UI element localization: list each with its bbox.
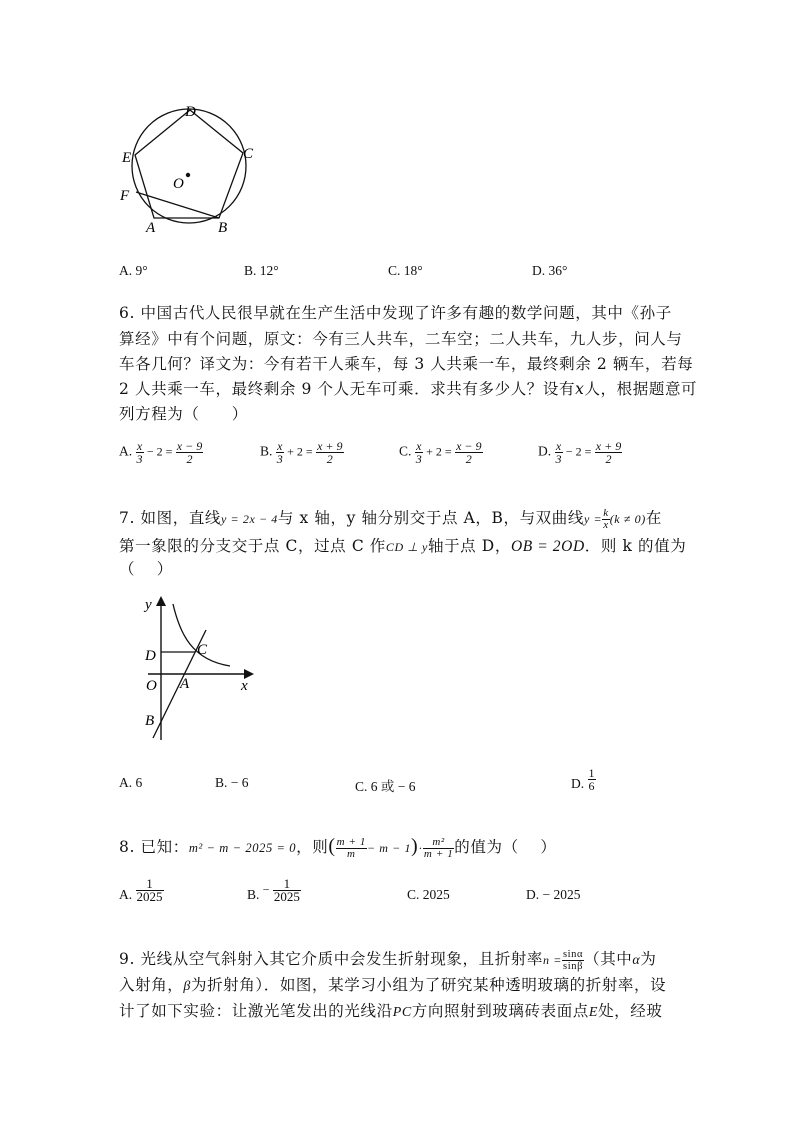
q8-option-a-label: A. [119, 887, 133, 902]
q5-option-d[interactable]: D. 36° [532, 263, 568, 278]
q6-var-x: x [575, 380, 585, 398]
q6-d-lhs-frac: $\frac{x}{3}$ [555, 439, 562, 466]
q9-line-3 [119, 999, 662, 1021]
q7-line-2b: 轴于点 D， [427, 537, 511, 555]
q6-option-b[interactable] [260, 440, 344, 465]
q8-line-a: 8. 已知： [119, 838, 189, 856]
q6-d-mid: − 2 = [565, 444, 592, 459]
circle [132, 109, 246, 223]
q6-line-1: 6. 中国古代人民很早就在生产生活中发现了许多有趣的数学问题，其中《孙子 [119, 304, 672, 322]
q7-ob-eq: OB = 2OD [510, 538, 585, 555]
q8-option-b[interactable] [247, 878, 301, 903]
q6-a-mid: − 2 = [146, 444, 173, 459]
q5-option-a[interactable]: A. 9° [119, 263, 148, 278]
q7-line-2c: ．则 k 的值为 [584, 537, 687, 555]
q6-c-rhs-frac: $\frac{x - 9}{2}$ [456, 439, 482, 466]
q6-line-4 [119, 377, 697, 399]
q6-a-rhs-frac: $\frac{x - 9}{2}$ [176, 439, 203, 466]
q9-line-3b: 方向照射到玻璃砖表面点 [411, 1002, 589, 1020]
q8-given: m² − m − 2025 = 0 [188, 841, 297, 855]
q6-line-4b: 人，根据题意可 [584, 380, 698, 398]
q7-line-1 [119, 506, 662, 531]
label-b: B [218, 220, 228, 236]
q8-dot: · [418, 841, 423, 855]
q8-option-a[interactable] [119, 878, 164, 903]
fig7-label-d: D [145, 648, 156, 664]
q8-paren-close: ) [411, 835, 419, 857]
q8-option-b-frac: $\frac{1}{2025}$ [273, 876, 300, 904]
q7-hyp-frac: $\frac{k}{x}$ [603, 506, 609, 531]
label-e: E [122, 150, 132, 166]
q6-b-lhs-frac: $\frac{x}{3}$ [276, 439, 283, 466]
q7-line-2 [119, 534, 686, 556]
q9-line-3c: 处，经玻 [598, 1002, 663, 1020]
q6-line-3: 车各几何？译文为：今有若干人乘车，每 3 人共乘一车，最终剩余 2 辆车，若每 [119, 355, 694, 373]
q9-line-2a: 入射角， [119, 976, 184, 994]
q6-option-c[interactable] [399, 440, 483, 465]
label-d: D [185, 104, 196, 120]
q9-line-1c: 为 [640, 950, 657, 968]
q8-line-b: ，则 [296, 838, 329, 856]
y-axis-arrow [156, 596, 166, 606]
fig7-label-o: O [146, 678, 157, 694]
q7-line-3: （ ） [119, 560, 173, 578]
center-dot [186, 173, 190, 177]
q6-option-b-label: B. [260, 443, 273, 459]
fig7-label-y: y [145, 597, 152, 613]
q8-option-d[interactable]: D. − 2025 [526, 887, 581, 902]
q9-pc: PC [392, 1005, 412, 1020]
q6-c-lhs-frac: $\frac{x}{3}$ [415, 439, 422, 466]
fig7-label-a: A [180, 676, 190, 692]
q7-hyp-cond: (k ≠ 0) [609, 512, 646, 526]
q8-line [119, 835, 556, 860]
q7-option-a[interactable]: A. 6 [119, 775, 143, 790]
q6-line-2: 算经》中有个问题，原文：今有三人共车，二车空；二人共车，九人步，问人与 [119, 330, 683, 348]
q9-line-1 [119, 947, 656, 972]
q7-line-1b: 与 x 轴，y 轴分别交于点 A，B，与双曲线 [277, 509, 584, 527]
q7-option-d-frac: $\frac{1}{6}$ [588, 766, 595, 793]
q9-line-2b: 为折射角）．如图，某学习小组为了研究某种透明玻璃的折射率，设 [190, 976, 667, 994]
q6-option-c-label: C. [399, 443, 412, 459]
q8-option-c[interactable]: C. 2025 [407, 887, 450, 902]
q7-line-1a: 7. 如图，直线 [119, 509, 222, 527]
q6-option-d[interactable] [538, 440, 622, 465]
q7-option-d[interactable] [571, 767, 596, 792]
q6-line-4a: 2 人共乘一车，最终剩余 9 个人无车可乘．求共有多少人？设有 [119, 380, 576, 398]
q5-option-b[interactable]: B. 12° [244, 263, 279, 278]
q7-eq-line: y = 2x − 4 [221, 512, 278, 526]
q9-n-frac: $\frac{\sin\alpha}{\sin\beta}$ [562, 948, 584, 972]
hyperbola-figure [140, 590, 265, 745]
q8-frac-1: $\frac{m + 1}{m}$ [336, 835, 366, 860]
q8-paren-open: ( [328, 835, 336, 857]
q6-option-a-label: A. [119, 443, 133, 459]
q5-option-c[interactable]: C. 18° [388, 263, 423, 278]
q8-option-b-label: B. [247, 887, 260, 902]
fig7-label-b: B [145, 713, 155, 729]
q7-perp: CD ⊥ y [385, 540, 428, 554]
segment-fb [136, 192, 219, 218]
q9-beta: β [183, 979, 191, 994]
q7-option-d-label: D. [571, 776, 585, 791]
q6-option-d-label: D. [538, 443, 552, 459]
q8-expr-mid: − m − 1 [366, 841, 412, 855]
fig7-label-c: C [197, 642, 208, 658]
q7-line-1c: 在 [645, 509, 662, 527]
q6-b-rhs-frac: $\frac{x + 9}{2}$ [317, 439, 343, 466]
label-c: C [243, 146, 254, 162]
q9-line-2 [119, 973, 666, 995]
q6-line-5: 列方程为（ ） [119, 405, 248, 423]
q6-a-lhs-frac: $\frac{x}{3}$ [136, 439, 143, 466]
q9-line-1b: （其中 [584, 950, 633, 968]
q7-option-c[interactable]: C. 6 或 − 6 [355, 779, 416, 794]
fig7-label-x: x [241, 678, 248, 694]
q6-option-a[interactable] [119, 440, 203, 465]
pentagon [135, 110, 243, 218]
q9-line-3a: 计了如下实验：让激光笔发出的光线沿 [119, 1002, 393, 1020]
label-a: A [146, 220, 156, 236]
q6-c-mid: + 2 = [426, 444, 452, 459]
q7-hyp-lhs: y = [583, 512, 603, 526]
q9-n-lhs: n = [543, 953, 562, 967]
label-o: O [173, 176, 184, 192]
q6-d-rhs-frac: $\frac{x + 9}{2}$ [595, 439, 622, 466]
pentagon-circle-figure [110, 100, 270, 240]
q7-line-2a: 第一象限的分支交于点 C，过点 C 作 [119, 537, 386, 555]
q8-option-a-frac: $\frac{1}{2025}$ [136, 876, 163, 904]
q6-b-mid: + 2 = [287, 444, 313, 459]
q7-option-b[interactable]: B. − 6 [215, 775, 249, 790]
label-f: F [120, 188, 130, 204]
q8-option-b-sign: − [262, 882, 270, 897]
q9-line-1a: 9. 光线从空气斜射入其它介质中会发生折射现象，且折射率 [119, 950, 544, 968]
q9-alpha: α [632, 953, 641, 968]
q8-frac-2: $\frac{\text{m²}}{m + 1}$ [423, 835, 454, 860]
q9-e: E [588, 1005, 599, 1020]
q8-line-c: 的值为（ ） [454, 838, 557, 856]
